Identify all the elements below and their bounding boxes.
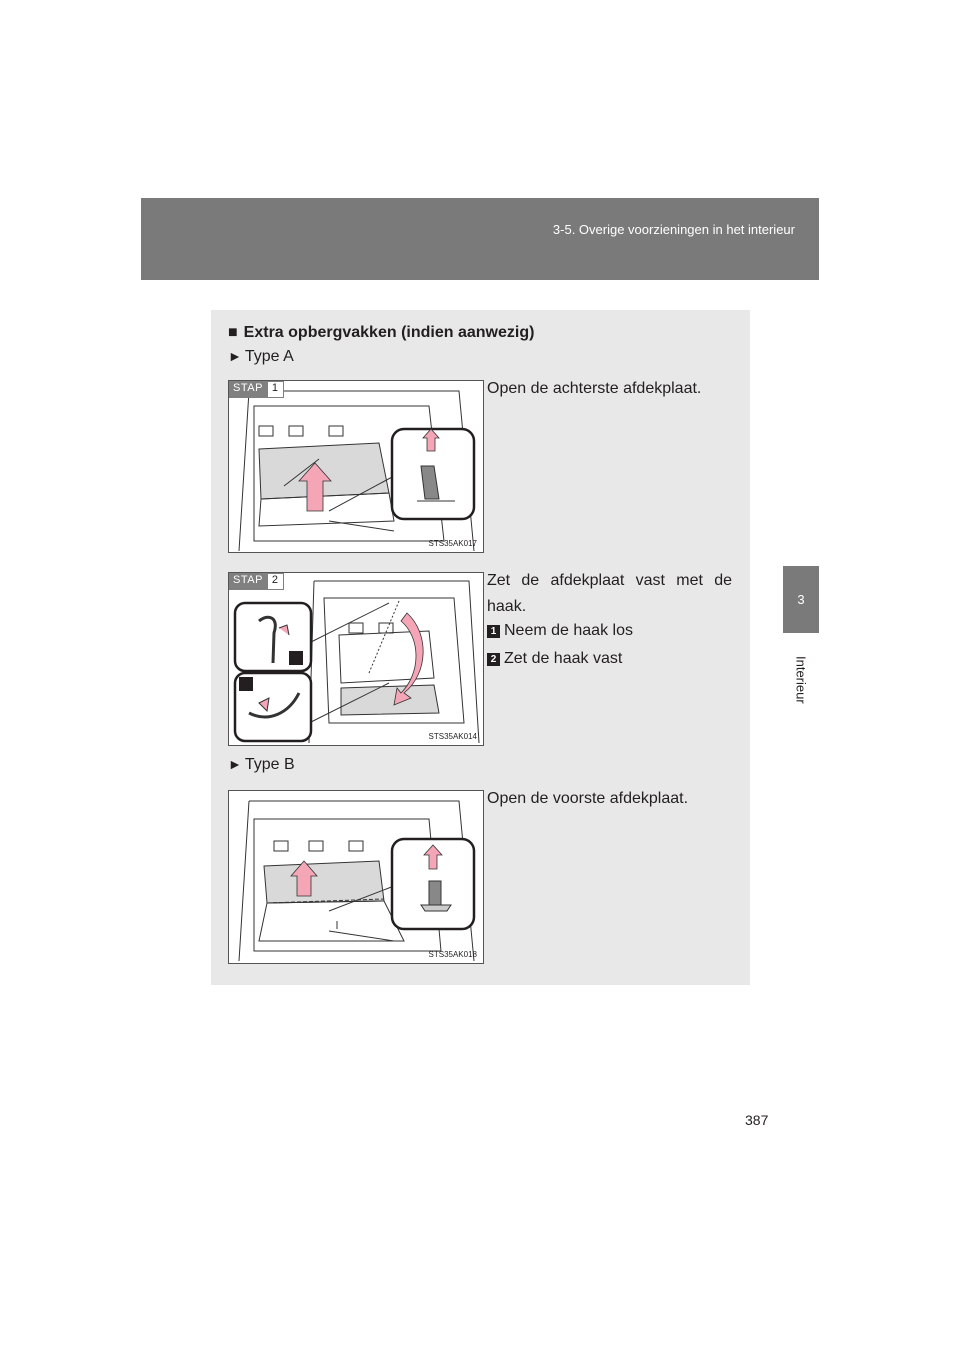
type-b-marker: ►: [228, 756, 242, 772]
section-heading: [228, 324, 534, 342]
figure-step1: [228, 380, 484, 553]
step1-description: Open de achterste afdekplaat.: [487, 380, 702, 397]
type-a-marker: ►: [228, 348, 242, 364]
item-text: Zet de haak vast: [504, 650, 623, 667]
step2-number: 2: [268, 573, 284, 590]
heading-marker: ■: [228, 324, 238, 341]
step1-number: 1: [268, 381, 284, 398]
figure-step2: [228, 572, 484, 746]
type-b-description: Open de voorste afdekplaat.: [487, 790, 689, 807]
step2-description: Zet de afdekplaat vast met de haak.: [487, 572, 732, 615]
type-a-label: [228, 348, 294, 366]
item-text: Neem de haak los: [504, 622, 633, 639]
type-b-label: [228, 756, 295, 774]
chapter-label: [783, 640, 819, 720]
step1-word: STAP: [229, 381, 268, 398]
section-title: 3-5. Overige voorzieningen in het interieur: [552, 222, 795, 237]
step2-badge: [229, 573, 284, 590]
trunk-illustration-2: [229, 573, 484, 746]
item-number-badge: 2: [487, 653, 500, 666]
figure2-code: STS35AK014: [428, 732, 477, 741]
figure-type-b: [228, 790, 484, 964]
header-bar: [141, 198, 819, 280]
content-box: [211, 310, 750, 985]
trunk-illustration-3: [229, 791, 484, 964]
figure3-code: STS35AK018: [428, 950, 477, 959]
trunk-illustration-1: [229, 381, 484, 553]
step1-badge: [229, 381, 284, 398]
chapter-tab: 3: [783, 566, 819, 633]
figure1-code: STS35AK017: [428, 539, 477, 548]
type-a-text: Type A: [244, 348, 294, 365]
chapter-label-text: Interieur: [793, 656, 809, 704]
type-b-text: Type B: [244, 756, 295, 773]
item-number-badge: 1: [487, 625, 500, 638]
step2-item-2: [487, 650, 622, 668]
page-number: 387: [745, 1112, 769, 1128]
step2-word: STAP: [229, 573, 268, 590]
step2-item-1: [487, 622, 633, 640]
heading-text: Extra opbergvakken (indien aanwezig): [243, 324, 535, 341]
